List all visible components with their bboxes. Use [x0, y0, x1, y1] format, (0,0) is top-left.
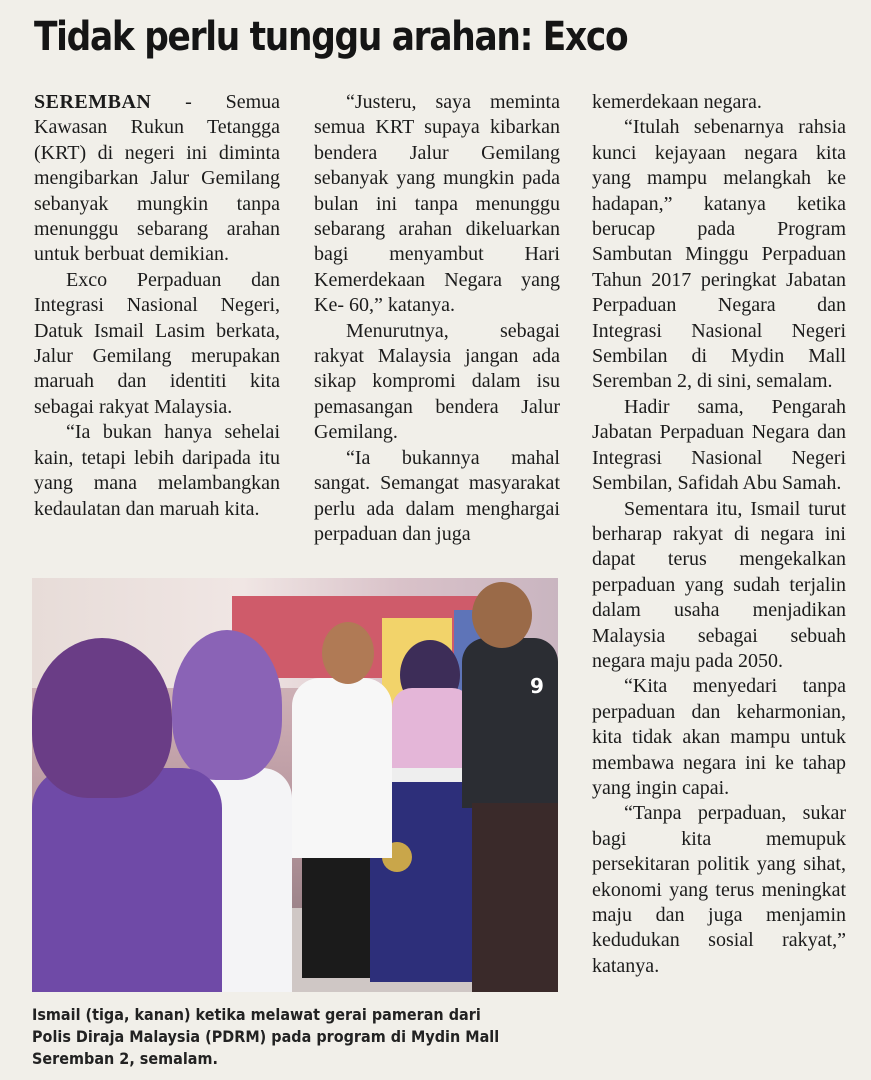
news-photo — [32, 578, 558, 992]
photo-person — [302, 848, 370, 978]
paragraph: “Ia bukan hanya sehelai kain, tetapi lebih daripada itu yang mana melambangkan kedaulatan dan maruah kita. — [34, 421, 280, 520]
paragraph: Sementara itu, Ismail turut berharap rakyat di negara ini dapat terus mengekalkan perpaduan yang sudah terjalin dalam usaha menjadikan Malaysia sebagai sebuah negara maju pada 2050. — [592, 497, 846, 672]
paragraph: “Tanpa perpaduan, sukar bagi kita memupuk persekitaran politik yang sihat, ekonomi yang terus meningkat maju dan juga menjamin kedudukan sosial rakyat,” katanya. — [592, 802, 846, 977]
photo-person — [172, 630, 282, 780]
photo-person — [472, 582, 532, 648]
dateline: SEREMBAN — [34, 91, 152, 113]
photo-person — [472, 803, 558, 992]
photo-person — [322, 622, 374, 684]
paragraph — [34, 90, 280, 268]
paragraph: Hadir sama, Pengarah Jabatan Perpaduan Negara dan Integrasi Nasional Negeri Sembilan, Safidah Abu Samah. — [592, 395, 846, 495]
photo-caption: Ismail (tiga, kanan) ketika melawat gerai pameran dari Polis Diraja Malaysia (PDRM) pada program di Mydin Mall Seremban 2, semalam. — [32, 1005, 500, 1068]
paragraph: kemerdekaan negara. — [592, 91, 762, 113]
paragraph-text: - Semua Kawasan Rukun Tetangga (KRT) di negeri ini diminta mengibarkan Jalur Gemilang sebanyak mungkin tanpa menunggu sebarang arahan untuk berbuat demikian. — [34, 91, 280, 266]
photo-person — [32, 768, 222, 992]
jersey-number: 9 — [530, 674, 544, 698]
photo-person — [292, 678, 392, 858]
photo-person — [392, 688, 472, 768]
article-column-3 — [592, 90, 846, 979]
headline: Tidak perlu tunggu arahan: Exco — [34, 14, 628, 60]
paragraph: “Justeru, saya meminta semua KRT supaya kibarkan bendera Jalur Gemilang sebanyak yang mungkin pada bulan ini tanpa menunggu sebarang arahan dikeluarkan bagi menyambut Hari Kemerdekaan Negara yang Ke- 60,” katanya. — [314, 91, 560, 317]
article-column-2 — [314, 90, 560, 547]
paragraph: Exco Perpaduan dan Integrasi Nasional Negeri, Datuk Ismail Lasim berkata, Jalur Gemilang merupakan maruah dan identiti kita sebagai rakyat Malaysia. — [34, 268, 280, 418]
photo-person — [462, 638, 558, 808]
paragraph: “Itulah sebenarnya rahsia kunci kejayaan negara kita yang mampu melangkah ke hadapan,” katanya ketika berucap pada Program Sambutan Minggu Perpaduan Tahun 2017 peringkat Jabatan Perpaduan Negara dan Integrasi Nasional Negeri Sembilan di Mydin Mall Seremban 2, di sini, semalam. — [592, 116, 846, 393]
article-column-1 — [34, 90, 280, 522]
paragraph: “Ia bukannya mahal sangat. Semangat masyarakat perlu ada dalam menghargai perpaduan dan juga — [314, 446, 560, 545]
paragraph: “Kita menyedari tanpa perpaduan dan keharmonian, kita tidak akan mampu untuk membawa negara ini ke tahap yang ingin capai. — [592, 675, 846, 799]
photo-person — [32, 638, 172, 798]
paragraph: Menurutnya, sebagai rakyat Malaysia jangan ada sikap kompromi dalam isu pemasangan bendera Jalur Gemilang. — [314, 319, 560, 444]
